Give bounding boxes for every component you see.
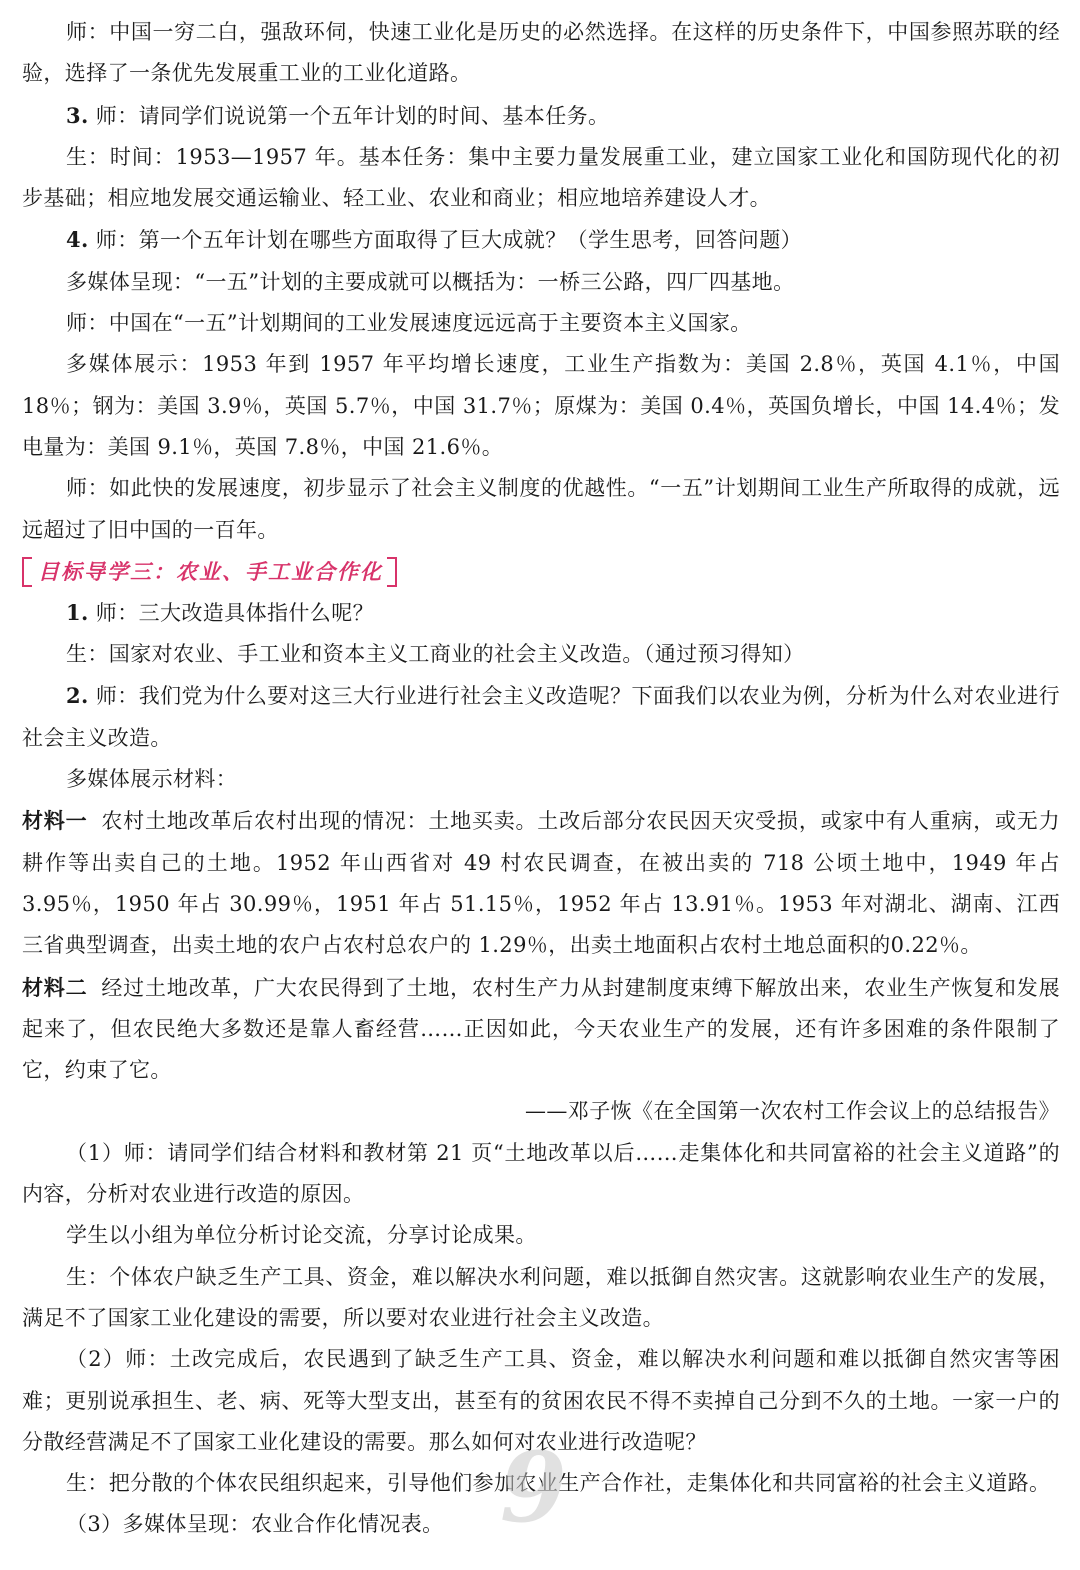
paragraph-student-cooperatives: 生：把分散的个体农民组织起来，引导他们参加农业生产合作社，走集体化和共同富裕的社会主义道路。 — [66, 1471, 1051, 1496]
section-heading: 目标导学三：农业、手工业合作化 — [22, 553, 397, 591]
paragraph-text: 师：第一个五年计划在哪些方面取得了巨大成就？（学生思考，回答问题） — [88, 228, 803, 253]
material-one — [22, 800, 1060, 966]
material-two-text: 经过土地改革，广大农民得到了土地，农村生产力从封建制度束缚下解放出来，农业生产恢复和发展起来了，但农民绝大多数还是靠人畜经营……正因如此，今天农业生产的发展，还有许多困难的条件限制了它，约束了它。 — [22, 975, 1060, 1083]
paragraph-text: 师：三大改造具体指什么呢？ — [88, 600, 375, 625]
paragraph-subquestion-2: （2）师：土改完成后，农民遇到了缺乏生产工具、资金，难以解决水利问题和难以抵御自然灾害等困难；更别说承担生、老、病、死等大型支出，甚至有的贫困农民不得不卖掉自己分到不久的土地。一家一户的分散经营满足不了国家工业化建设的需要。那么如何对农业进行改造呢？ — [22, 1347, 1060, 1454]
material-two-label: 材料二 — [22, 974, 88, 1000]
paragraph-student-reasons: 生：个体农户缺乏生产工具、资金，难以解决水利问题，难以抵御自然灾害。这就影响农业生产的发展，满足不了国家工业化建设的需要，所以要对农业进行社会主义改造。 — [22, 1264, 1060, 1330]
paragraph-question-4 — [22, 219, 1060, 261]
page-number: 9 — [500, 1431, 567, 1544]
paragraph-student-three-reforms: 生：国家对农业、手工业和资本主义工商业的社会主义改造。（通过预习得知） — [66, 642, 805, 667]
paragraph-multimedia-achievements: 多媒体呈现：“一五”计划的主要成就可以概括为：一桥三公路，四厂四基地。 — [66, 269, 795, 294]
paragraph-question-2 — [22, 675, 1060, 759]
item-number: 3. — [66, 102, 89, 128]
paragraph-student-five-year-plan: 生：时间：1953—1957 年。基本任务：集中主要力量发展重工业，建立国家工业化和国防现代化的初步基础；相应地发展交通运输业、轻工业、农业和商业；相应地培养建设人才。 — [22, 144, 1060, 211]
section-heading-wrapper — [22, 553, 1060, 591]
paragraph-multimedia-materials: 多媒体展示材料： — [66, 767, 238, 792]
item-number: 4. — [66, 227, 89, 253]
paragraph-teacher-growth-speed: 师：中国在“一五”计划期间的工业发展速度远远高于主要资本主义国家。 — [66, 311, 752, 336]
paragraph-subquestion-1: （1）师：请同学们结合材料和教材第 21 页“土地改革以后……走集体化和共同富裕的社会主义道路”的内容，分析对农业进行改造的原因。 — [22, 1140, 1060, 1207]
paragraph-subquestion-3: （3）多媒体呈现：农业合作化情况表。 — [66, 1512, 444, 1537]
material-one-text: 农村土地改革后农村出现的情况：土地买卖。土改后部分农民因天灾受损，或家中有人重病，或无力耕作等出卖自己的土地。1952 年山西省对 49 村农民调查，在被出卖的 718 公顷土地中，1949 年占 3.95％，1950 年占 30.99％，1951 年占 51.15％，1952 年占 13.91％。1953 年对湖北、湖南、江西三省典型调查，出卖土地的农户占农村总农户的 1.29％，出卖土地面积占农村土地总面积的0.22％。 — [22, 809, 1060, 958]
paragraph-question-3 — [22, 95, 1060, 137]
paragraph-text: 师：我们党为什么要对这三大行业进行社会主义改造呢？下面我们以农业为例，分析为什么对农业进行社会主义改造。 — [22, 684, 1060, 750]
paragraph-multimedia-statistics: 多媒体展示：1953 年到 1957 年平均增长速度，工业生产指数为：美国 2.8％，英国 4.1％，中国 18％；钢为：美国 3.9％，英国 5.7％，中国 31.7％；原煤为：美国 0.4％，英国负增长，中国 14.4％；发电量为：美国 9.1％，英国 7.8％，中国 21.6％。 — [22, 352, 1060, 459]
item-number: 1. — [66, 599, 89, 625]
paragraph-teacher-superiority: 师：如此快的发展速度，初步显示了社会主义制度的优越性。“一五”计划期间工业生产所取得的成就，远远超过了旧中国的一百年。 — [22, 476, 1060, 542]
material-one-label: 材料一 — [22, 808, 88, 834]
paragraph-question-1 — [22, 592, 1060, 634]
item-number: 2. — [66, 683, 89, 709]
paragraph-group-discussion: 学生以小组为单位分析讨论交流，分享讨论成果。 — [66, 1223, 537, 1248]
paragraph-text: 师：请同学们说说第一个五年计划的时间、基本任务。 — [88, 103, 610, 128]
paragraph-teacher-industrialization: 师：中国一穷二白，强敌环伺，快速工业化是历史的必然选择。在这样的历史条件下，中国参照苏联的经验，选择了一条优先发展重工业的工业化道路。 — [22, 20, 1060, 86]
material-two — [22, 967, 1060, 1092]
material-two-source: ——邓子恢《在全国第一次农村工作会议上的总结报告》 — [525, 1099, 1060, 1124]
